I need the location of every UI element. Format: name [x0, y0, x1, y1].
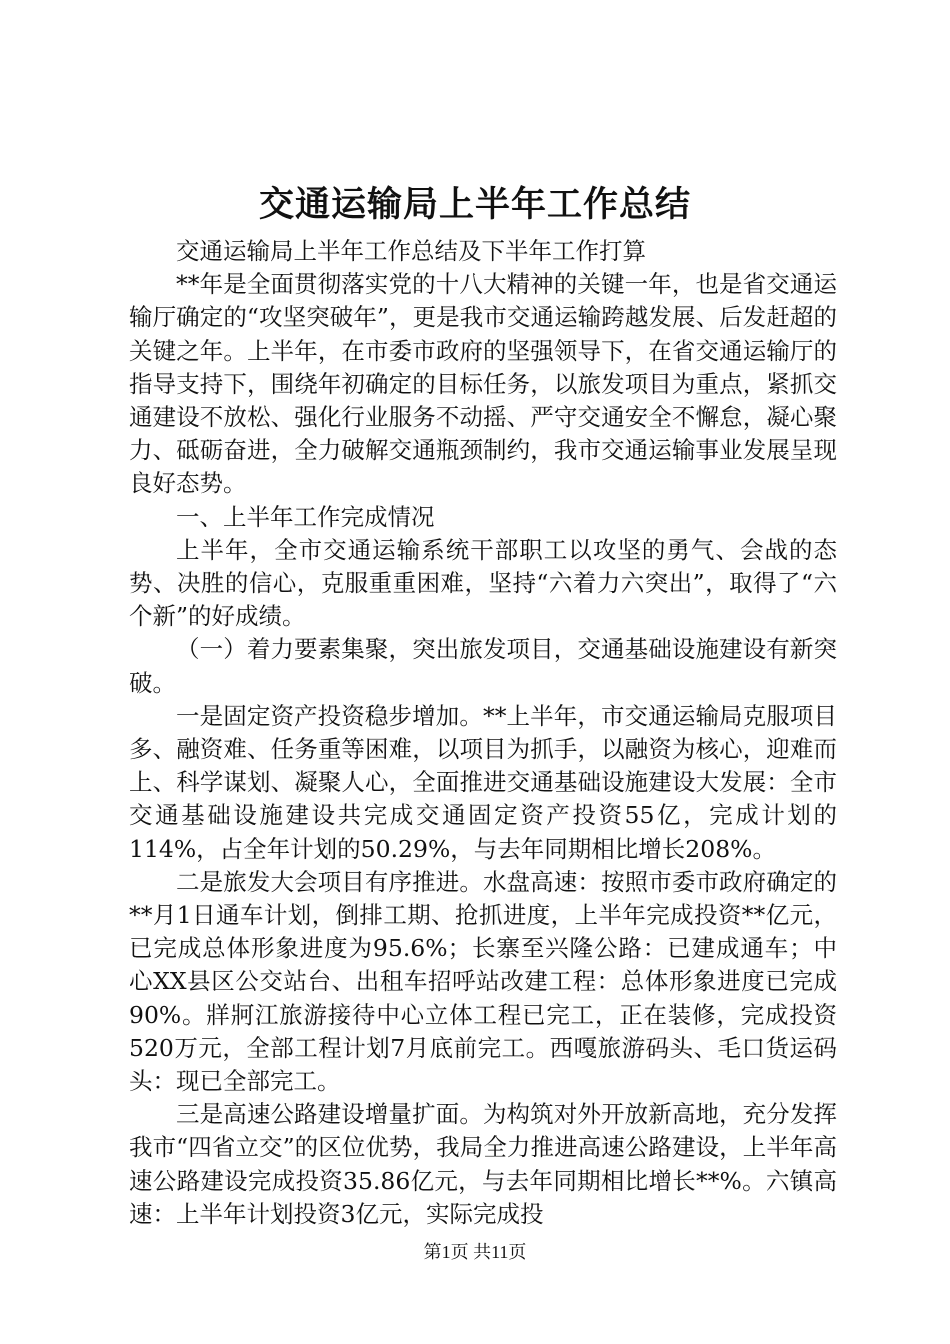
paragraph-summary: 上半年，全市交通运输系统干部职工以攻坚的勇气、会战的态势、决胜的信心，克服重重困难，坚持“六着力六突出”，取得了“六个新”的好成绩。 — [129, 535, 837, 631]
paragraph-subtitle: 交通运输局上半年工作总结及下半年工作打算 — [176, 237, 646, 265]
document-body — [129, 235, 837, 1231]
paragraph-item-2: 二是旅发大会项目有序推进。水盘高速：按照市委市政府确定的**月1日通车计划，倒排工期、抢抓进度，上半年完成投资**亿元，已完成总体形象进度为95.6%；长寨至兴隆公路：已建成通车；中心XX县区公交站台、出租车招呼站改建工程：总体形象进度已完成90%。牂牁江旅游接待中心立体工程已完工，正在装修，完成投资520万元，全部工程计划7月底前完工。西嘎旅游码头、毛口货运码头：现已全部完工。 — [129, 867, 837, 1096]
document-title: 交通运输局上半年工作总结 — [258, 184, 691, 225]
paragraph-item-3: 三是高速公路建设增量扩面。为构筑对外开放新高地，充分发挥我市“四省立交”的区位优势，我局全力推进高速公路建设，上半年高速公路建设完成投资35.86亿元，与去年同期相比增长**%。六镇高速：上半年计划投资3亿元，实际完成投 — [129, 1100, 837, 1228]
paragraph-intro: **年是全面贯彻落实党的十八大精神的关键一年，也是省交通运输厅确定的“攻坚突破年”，更是我市交通运输跨越发展、后发赶超的关键之年。上半年，在市委市政府的坚强领导下，在省交通运输厅的指导支持下，围绕年初确定的目标任务，以旅发项目为重点，紧抓交通建设不放松、强化行业服务不动摇、严守交通安全不懈怠，凝心聚力、砥砺奋进，全力破解交通瓶颈制约，我市交通运输事业发展呈现良好态势。 — [129, 270, 837, 498]
paragraph-item-1: 一是固定资产投资稳步增加。**上半年，市交通运输局克服项目多、融资难、任务重等困难，以项目为抓手，以融资为核心，迎难而上、科学谋划、凝聚人心，全面推进交通基础设施建设大发展：全市交通基础设施建设共完成交通固定资产投资55亿，完成计划的114%，占全年计划的50.29%，与去年同期相比增长208%。 — [129, 701, 837, 863]
section-heading: 一、上半年工作完成情况 — [176, 502, 435, 531]
page-number: 第1页 共11页 — [423, 1242, 527, 1262]
subsection-heading: （一）着力要素集聚，突出旅发项目，交通基础设施建设有新突破。 — [129, 635, 837, 697]
